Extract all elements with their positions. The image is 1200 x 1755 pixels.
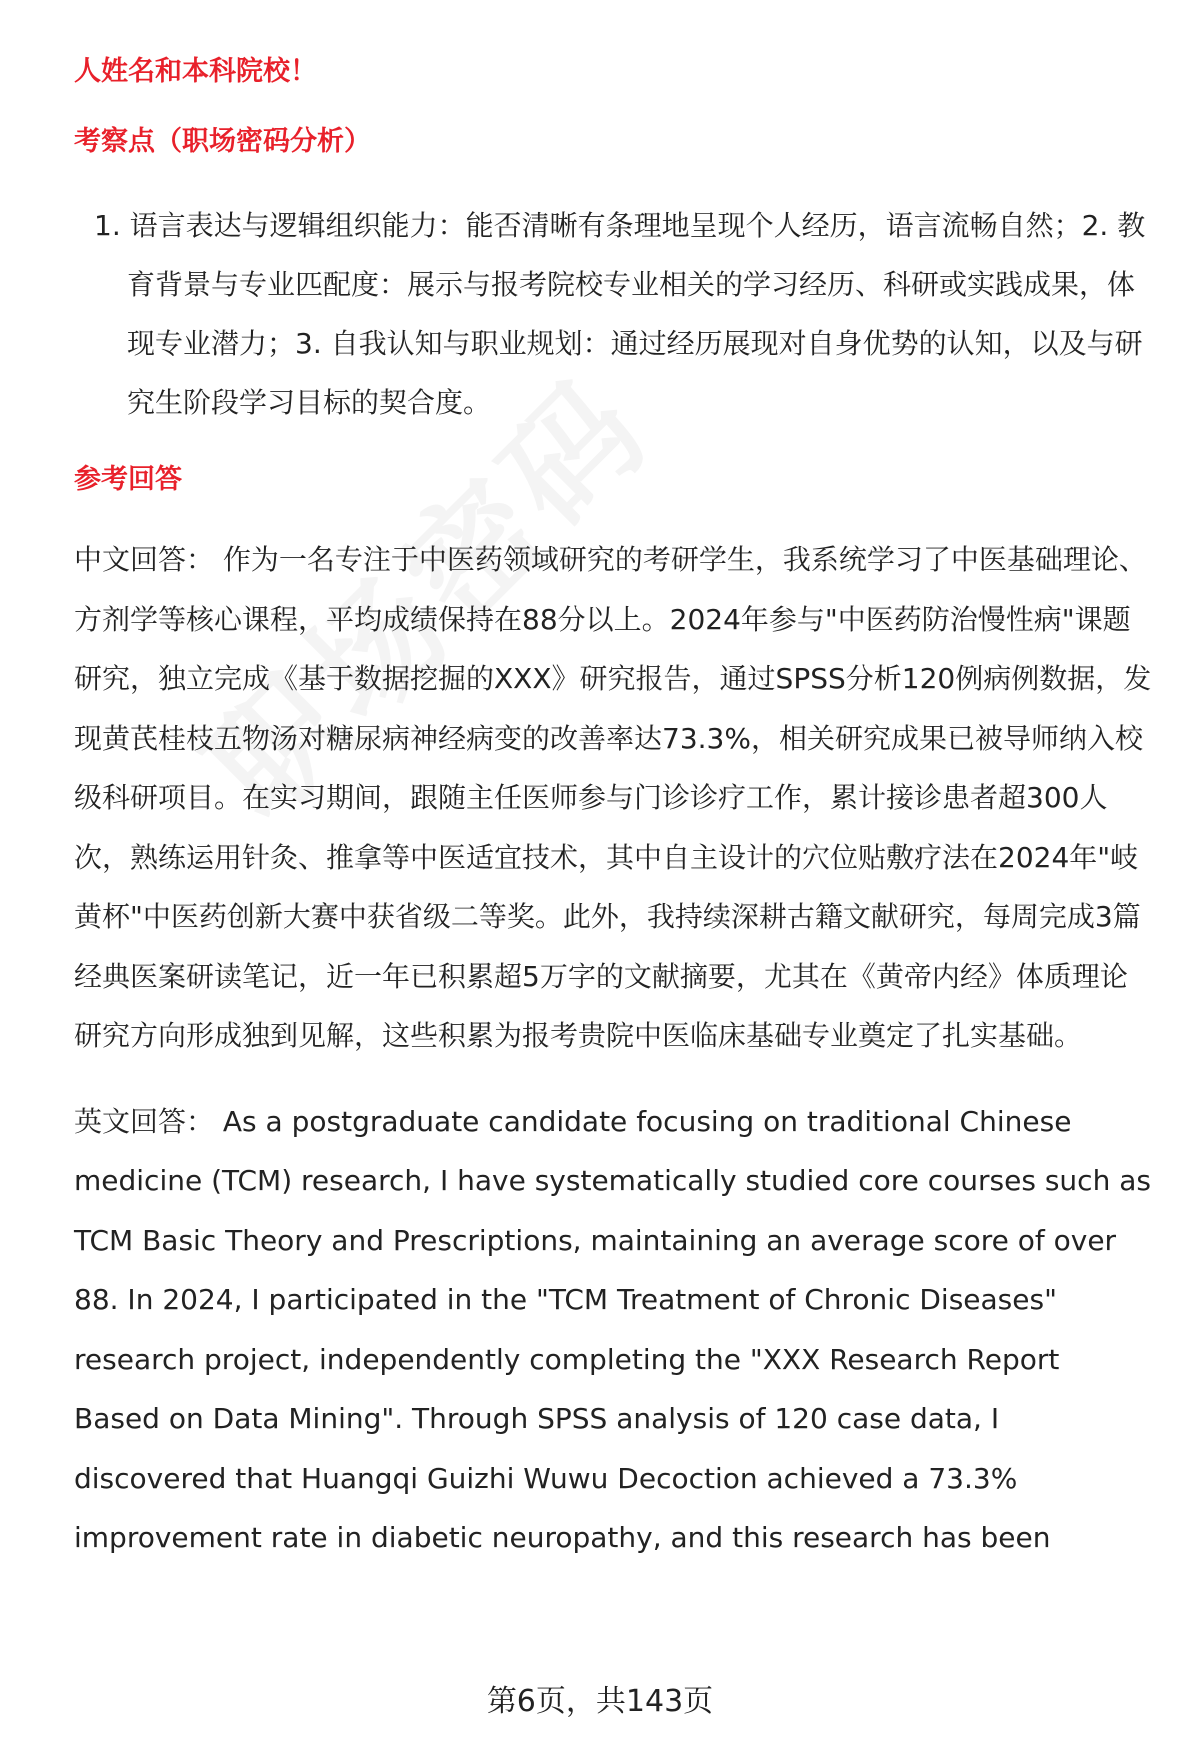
document-page xyxy=(74,52,1154,1568)
page-footer: 第6页，共143页 xyxy=(486,1684,714,1719)
section-title-points: 考察点（职场密码分析） xyxy=(74,126,371,157)
english-answer: 英文回答： As a postgraduate candidate focusing on traditional Chinese medicine (TCM) research, I have systematically studied core courses such as TCM Basic Theory and Prescriptions, maintaining an average score of over 88. In 2024, I participated in the "TCM Treatment of Chronic Diseases" research project, independently completing the "XXX Research Report Based on Data Mining". Through SPSS analysis of 120 case data, I discovered that Huangqi Guizhi Wuwu Decoction achieved a 73.3% improvement rate in diabetic neuropathy, and this research has been xyxy=(74,1104,1151,1554)
points-list: 1. 语言表达与逻辑组织能力：能否清晰有条理地呈现个人经历，语言流畅自然；2. 教育背景与专业匹配度：展示与报考院校专业相关的学习经历、科研或实践成果，体现专业潜力；3. 自我认知与职业规划：通过经历展现对自身优势的认知，以及与研究生阶段学习目标的契合度。 xyxy=(94,209,1146,419)
header-line: 人姓名和本科院校！ xyxy=(74,56,317,87)
section-title-answer: 参考回答 xyxy=(74,464,182,495)
chinese-answer: 中文回答： 作为一名专注于中医药领域研究的考研学生，我系统学习了中医基础理论、方剂学等核心课程，平均成绩保持在88分以上。2024年参与"中医药防治慢性病"课题研究，独立完成《基于数据挖掘的XXX》研究报告，通过SPSS分析120例病例数据，发现黄芪桂枝五物汤对糖尿病神经病变的改善率达73.3%，相关研究成果已被导师纳入校级科研项目。在实习期间，跟随主任医师参与门诊诊疗工作，累计接诊患者超300人次，熟练运用针灸、推拿等中医适宜技术，其中自主设计的穴位贴敷疗法在2024年"岐黄杯"中医药创新大赛中获省级二等奖。此外，我持续深耕古籍文献研究，每周完成3篇经典医案研读笔记，近一年已积累超5万字的文献摘要，尤其在《黄帝内经》体质理论研究方向形成独到见解，这些积累为报考贵院中医临床基础专业奠定了扎实基础。 xyxy=(74,543,1152,1052)
